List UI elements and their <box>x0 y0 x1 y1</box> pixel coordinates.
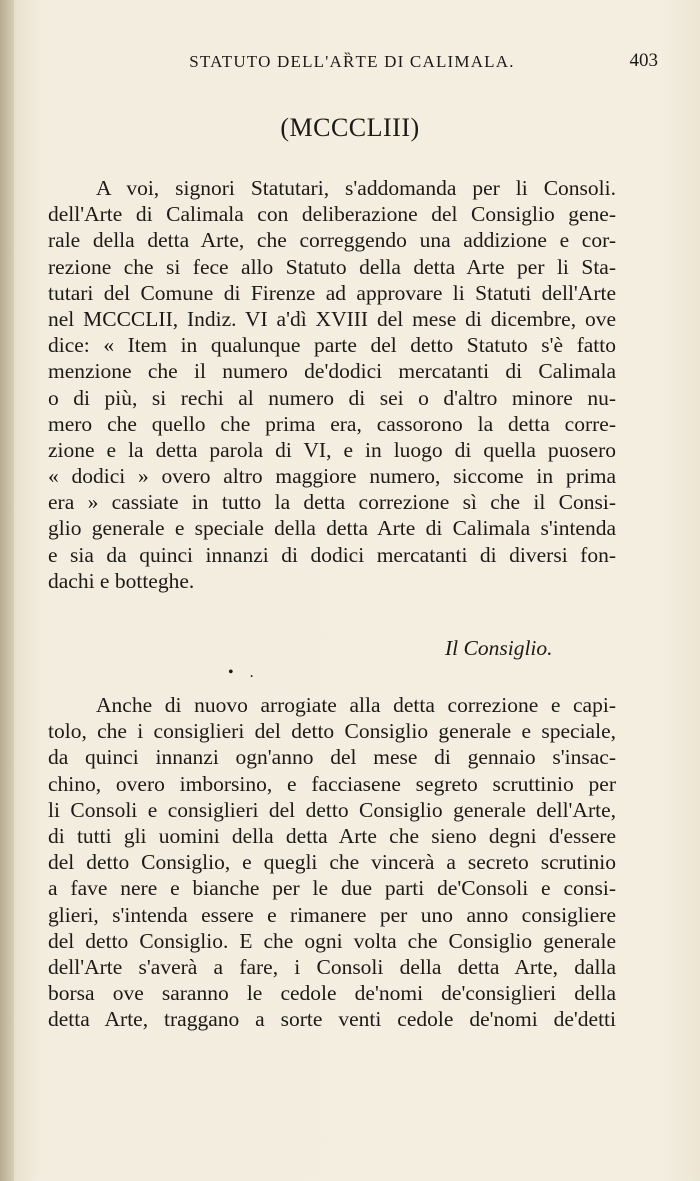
text-line: dice: « Item in qualunque parte del detto Statuto s'è fatto <box>48 333 616 358</box>
text-line: glieri, s'intenda essere e rimanere per uno anno consigliere <box>48 902 616 927</box>
text-line: tutari del Comune di Firenze ad approvare li Statuti dell'Arte <box>48 280 616 305</box>
text-line: da quinci innanzi ogn'anno del mese di gennaio s'insac- <box>48 745 616 770</box>
text-line: del detto Consiglio. E che ogni volta che Consiglio generale <box>48 928 616 953</box>
signature: Il Consiglio. <box>445 636 553 660</box>
text-line: a fave nere e bianche per le due parti de'Consoli e consi- <box>48 876 616 901</box>
text-line: « dodici » overo altro maggiore numero, siccome in prima <box>48 464 616 489</box>
page-header <box>46 44 658 80</box>
text-line: borsa ove saranno le cedole de'nomi de'consiglieri della <box>48 981 616 1006</box>
text-line: era » cassiate in tutto la detta correzione sì che il Consi- <box>48 490 616 515</box>
text-line: rezione che si fece allo Statuto della detta Arte per li Sta- <box>48 254 616 279</box>
text-line: nel MCCCLII, Indiz. VI a'dì XVIII del mese di dicembre, ove <box>48 306 616 331</box>
text-line: Anche di nuovo arrogiate alla detta correzione e capi- <box>96 693 616 717</box>
running-title: STATUTO DELL'AȐTE DI CALIMALA. <box>189 52 515 71</box>
text-line: rale della detta Arte, che correggendo una addizione e cor- <box>48 228 616 253</box>
text-line: li Consoli e consiglieri del detto Consiglio generale dell'Arte, <box>48 797 616 822</box>
section-number: (MCCCLIII) <box>280 113 420 142</box>
text-line: mero che quello che prima era, cassorono la detta corre- <box>48 411 616 436</box>
text-line: di tutti gli uomini della detta Arte che sieno degni d'essere <box>48 823 616 848</box>
text-line: dell'Arte s'averà a fare, i Consoli della detta Arte, dalla <box>48 954 616 979</box>
text-line: dell'Arte di Calimala con deliberazione del Consiglio gene- <box>48 202 616 227</box>
paragraph-1 <box>48 175 616 594</box>
text-line: menzione che il numero de'dodici mercatanti di Calimala <box>48 359 616 384</box>
text-line: e sia da quinci innanzi di dodici mercatanti di diversi fon- <box>48 542 616 567</box>
text-line: del detto Consiglio, e quegli che vincerà a secreto scrutinio <box>48 850 616 875</box>
text-line: glio generale e speciale della detta Arte di Calimala s'intenda <box>48 516 616 541</box>
paragraph-2 <box>48 692 616 1032</box>
text-line: zione e la detta parola di VI, e in luogo di quella puosero <box>48 437 616 462</box>
text-line: detta Arte, traggano a sorte venti cedole de'nomi de'detti <box>48 1007 616 1032</box>
text-line: chino, overo imborsino, e facciasene segreto scruttinio per <box>48 771 616 796</box>
page-gutter <box>0 0 14 1181</box>
text-line: dachi e botteghe. <box>48 568 195 593</box>
page-number: 403 <box>629 50 658 71</box>
text-line: A voi, signori Statutari, s'addomanda per li Consoli. <box>96 176 616 200</box>
text-line: tolo, che i consiglieri del detto Consiglio generale e speciale, <box>48 719 616 744</box>
separator-dots: • . <box>228 664 260 681</box>
text-line: o di più, si rechi al numero di sei o d'altro minore nu- <box>48 385 616 410</box>
